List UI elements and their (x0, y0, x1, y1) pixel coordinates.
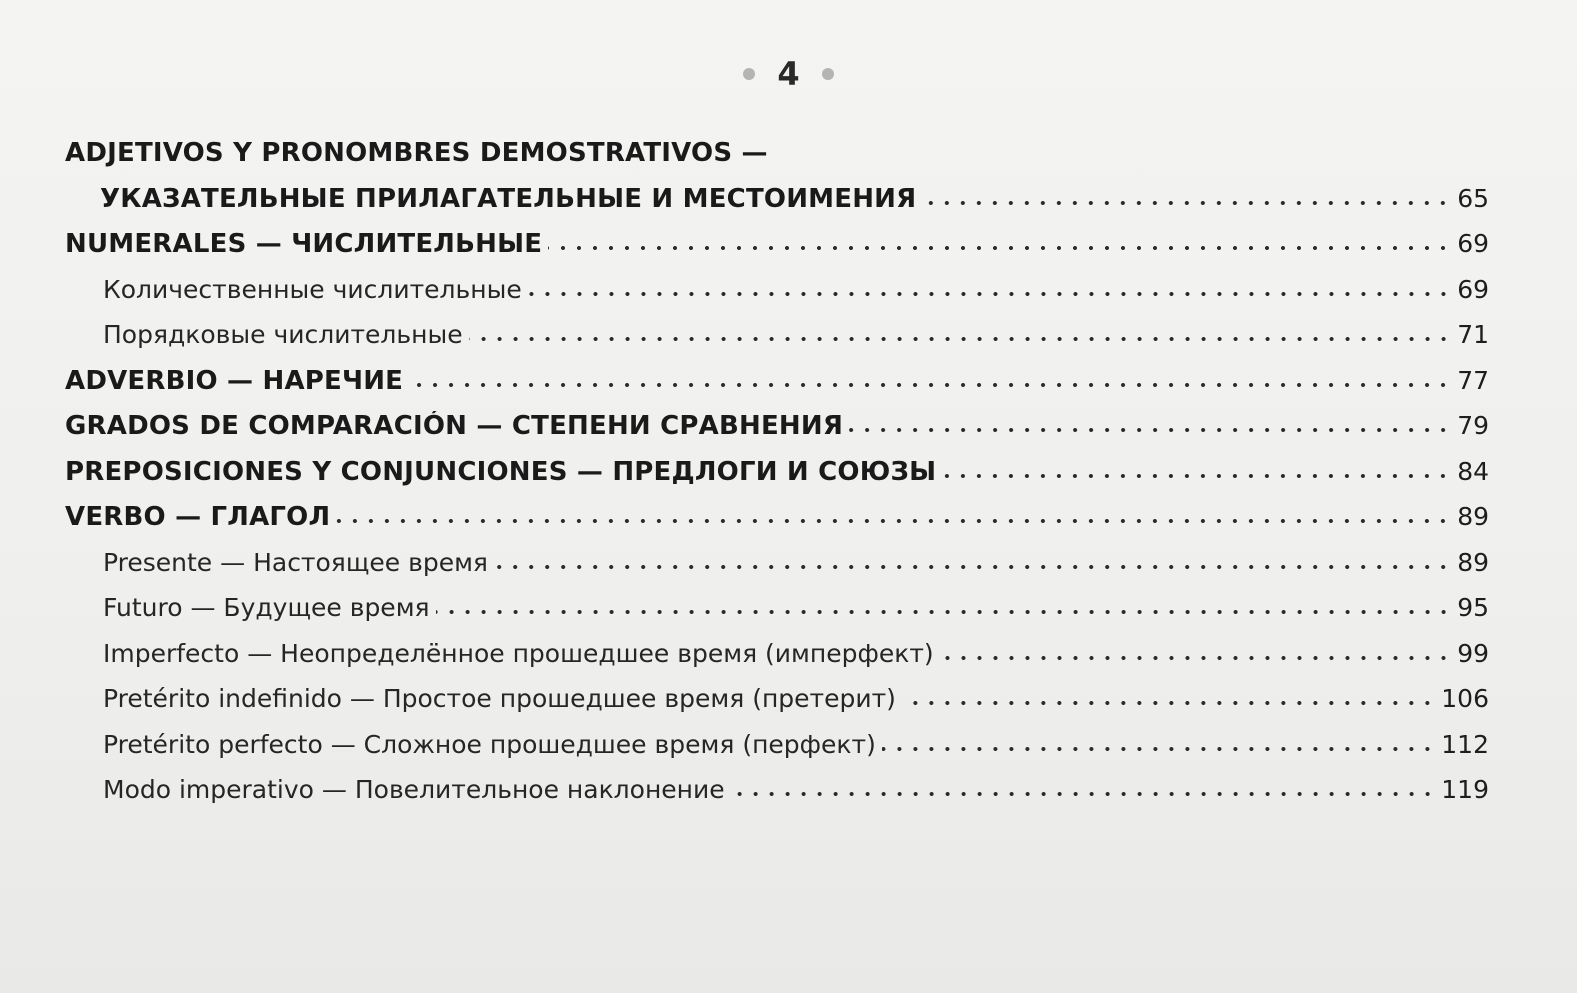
dot-leader (494, 563, 1451, 571)
toc-entry (65, 730, 1489, 776)
toc-entry-page: 89 (1457, 547, 1489, 577)
toc-entry (65, 502, 1489, 548)
toc-entry (65, 184, 1489, 230)
dot-leader (902, 699, 1435, 707)
toc-entry-title: УКАЗАТЕЛЬНЫЕ ПРИЛАГАТЕЛЬНЫЕ И МЕСТОИМЕНИЯ (100, 183, 917, 214)
decorative-dot-icon (822, 68, 834, 80)
toc-entry-page: 77 (1457, 365, 1489, 395)
toc-entry-page: 106 (1441, 684, 1489, 713)
toc-entry (65, 593, 1489, 639)
dot-leader (469, 335, 1452, 343)
dot-leader (922, 199, 1451, 207)
dot-leader (882, 745, 1435, 753)
toc-entry-title: NUMERALES — ЧИСЛИТЕЛЬНЫЕ (65, 229, 543, 259)
toc-entry (65, 229, 1489, 275)
page-header (0, 55, 1577, 93)
toc-entry (65, 320, 1489, 366)
toc-entry-page: 119 (1441, 775, 1489, 804)
dot-leader (942, 472, 1451, 480)
toc-entry-page: 69 (1457, 229, 1489, 258)
toc-entry-page: 69 (1457, 274, 1489, 304)
toc-entry-title: Pretérito indefinido — Простое прошедшее время (претерит) (103, 684, 896, 713)
toc-entry-title: Presente — Настоящее время (103, 547, 488, 577)
toc-entry-title: Imperfecto — Неопределённое прошедшее время (имперфект) (103, 638, 934, 668)
toc-entry-page: 84 (1457, 456, 1489, 486)
toc-entry-page: 71 (1457, 320, 1489, 349)
dot-leader (528, 290, 1451, 298)
dot-leader (940, 654, 1452, 662)
toc-entry-title: Modo imperativo — Повелительное наклонение (103, 775, 725, 804)
toc-entry-title: ADVERBIO — НАРЕЧИЕ (65, 365, 404, 396)
toc-entry-page: 79 (1457, 411, 1489, 440)
dot-leader (849, 426, 1451, 434)
decorative-dot-icon (743, 68, 755, 80)
toc-entry-title: VERBO — ГЛАГОЛ (65, 502, 331, 532)
toc-entry (65, 138, 1489, 184)
toc-entry-title: Количественные числительные (103, 274, 522, 304)
toc-entry (65, 684, 1489, 730)
toc-entry-page: 99 (1457, 638, 1489, 668)
dot-leader (548, 244, 1451, 252)
toc-entry-title: Pretérito perfecto — Сложное прошедшее время (перфект) (103, 729, 876, 759)
toc-entry-title: ADJETIVOS Y PRONOMBRES DEMOSTRATIVOS — (65, 138, 768, 168)
toc-entry-title: Порядковые числительные (103, 320, 463, 349)
toc-entry (65, 411, 1489, 457)
toc-entry (65, 275, 1489, 321)
toc-entry-page: 65 (1457, 183, 1489, 213)
toc-entry-title: PREPOSICIONES Y CONJUNCIONES — ПРЕДЛОГИ И СОЮЗЫ (65, 456, 937, 487)
toc-entry (65, 457, 1489, 503)
toc-entry-title: Futuro — Будущее время (103, 593, 430, 622)
toc-entry (65, 366, 1489, 412)
toc-entry-page: 95 (1457, 593, 1489, 622)
dot-leader (436, 608, 1452, 616)
toc-entry-title: GRADOS DE COMPARACIÓN — СТЕПЕНИ СРАВНЕНИЯ (65, 411, 844, 441)
toc-entry-page: 112 (1441, 729, 1489, 759)
toc-entry-page: 89 (1457, 502, 1489, 531)
dot-leader (731, 790, 1436, 798)
page-number: 4 (777, 55, 800, 93)
toc-entry (65, 639, 1489, 685)
table-of-contents (65, 138, 1489, 821)
toc-entry (65, 548, 1489, 594)
dot-leader (336, 517, 1451, 525)
dot-leader (409, 381, 1451, 389)
toc-entry (65, 775, 1489, 821)
